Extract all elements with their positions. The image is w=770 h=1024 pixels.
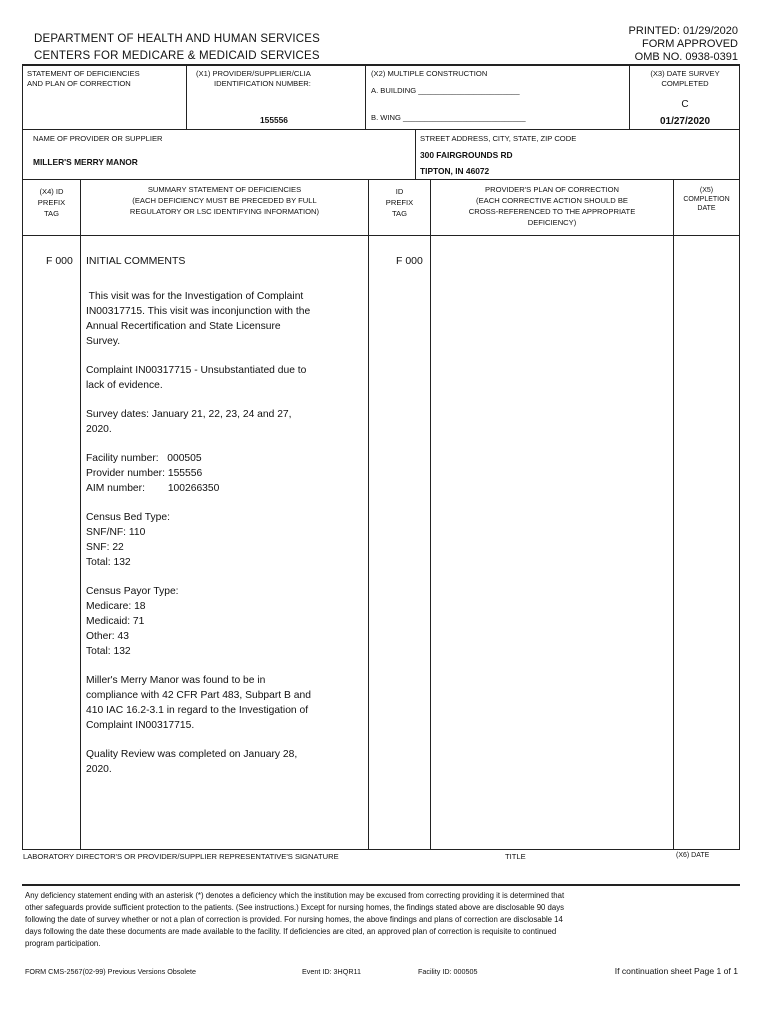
summary-line: 410 IAC 16.2-3.1 in regard to the Investigation of bbox=[86, 705, 309, 716]
summary-statement bbox=[86, 289, 364, 791]
summary-line: 2020. bbox=[86, 424, 112, 435]
signature-label: LABORATORY DIRECTOR'S OR PROVIDER/SUPPLIER REPRESENTATIVE'S SIGNATURE bbox=[23, 852, 339, 861]
x4-header-3: TAG bbox=[43, 209, 60, 218]
address-label: STREET ADDRESS, CITY, STATE, ZIP CODE bbox=[420, 134, 577, 143]
x3-label-2: COMPLETED bbox=[661, 79, 709, 88]
summary-line: Census Bed Type: bbox=[86, 512, 170, 523]
disclaimer-line: days following the date these documents are made available to the facility. If deficiencies are cited, an approved plan of correction is requisite to continued bbox=[25, 927, 557, 936]
summary-line: Census Payor Type: bbox=[86, 586, 179, 597]
summary-paragraph bbox=[86, 510, 364, 570]
col-divider-3 bbox=[430, 180, 431, 849]
facility-id: Facility ID: 000505 bbox=[418, 967, 478, 976]
summary-line: Miller's Merry Manor was found to be in bbox=[86, 675, 266, 686]
printed-date: PRINTED: 01/29/2020 bbox=[628, 25, 738, 37]
plan-header: PROVIDER'S PLAN OF CORRECTION bbox=[485, 185, 619, 194]
summary-line: Provider number: 155556 bbox=[86, 468, 203, 479]
department-title: DEPARTMENT OF HEALTH AND HUMAN SERVICES bbox=[34, 33, 320, 45]
summary-header-2: (EACH DEFICIENCY MUST BE PRECEDED BY FULL bbox=[132, 196, 317, 205]
summary-line: Annual Recertification and State Licensure bbox=[86, 321, 281, 332]
x1-label: (X1) PROVIDER/SUPPLIER/CLIA bbox=[196, 69, 311, 78]
summary-header-3: REGULATORY OR LSC IDENTIFYING INFORMATION) bbox=[129, 207, 320, 216]
summary-line: Facility number: 000505 bbox=[86, 453, 202, 464]
summary-line: AIM number: 100266350 bbox=[86, 483, 220, 494]
disclaimer-line: Any deficiency statement ending with an asterisk (*) denotes a deficiency which the institution may be excused from correcting providing it is determined that bbox=[25, 891, 565, 900]
box1-divider-1 bbox=[186, 64, 187, 130]
provider-name-label: NAME OF PROVIDER OR SUPPLIER bbox=[33, 134, 163, 143]
signature-top-border bbox=[22, 849, 740, 850]
disclaimer-line: program participation. bbox=[25, 939, 101, 948]
box1-divider-2 bbox=[365, 64, 366, 130]
date-label: (X6) DATE bbox=[676, 852, 710, 859]
disclaimer-text bbox=[25, 890, 564, 950]
provider-name-value: MILLER'S MERRY MANOR bbox=[33, 157, 138, 167]
form-number: FORM CMS-2567(02-99) Previous Versions Obsolete bbox=[25, 967, 196, 976]
summary-line: SNF/NF: 110 bbox=[86, 527, 146, 538]
page-number: If continuation sheet Page 1 of 1 bbox=[614, 966, 738, 976]
summary-line: Complaint IN00317715 - Unsubstantiated due to bbox=[86, 365, 307, 376]
entry-title: INITIAL COMMENTS bbox=[86, 255, 186, 267]
summary-line: Survey. bbox=[86, 336, 121, 347]
disclaimer-line: following the date of survey whether or not a plan of correction is provided. For nursing homes, the above findings and plans of correction are disclosable 14 bbox=[25, 915, 563, 924]
statement-label-2: AND PLAN OF CORRECTION bbox=[27, 79, 131, 88]
signature-bottom-border bbox=[22, 884, 740, 886]
plan-tag: F 000 bbox=[396, 255, 423, 267]
building-field: A. BUILDING ________________________ bbox=[371, 86, 520, 95]
summary-line: Other: 43 bbox=[86, 631, 129, 642]
left-border bbox=[22, 64, 23, 849]
plan-header-3: CROSS-REFERENCED TO THE APPROPRIATE bbox=[468, 207, 636, 216]
summary-line: compliance with 42 CFR Part 483, Subpart B and bbox=[86, 690, 311, 701]
summary-line: Complaint IN00317715. bbox=[86, 720, 195, 731]
survey-code: C bbox=[681, 99, 689, 110]
statement-label: STATEMENT OF DEFICIENCIES bbox=[27, 69, 140, 78]
summary-paragraph bbox=[86, 289, 364, 349]
omb-number: OMB NO. 0938-0391 bbox=[634, 51, 738, 63]
plan-header-4: DEFICIENCY) bbox=[527, 218, 577, 227]
summary-paragraph bbox=[86, 673, 364, 733]
summary-line: Total: 132 bbox=[86, 557, 131, 568]
id-header: ID bbox=[395, 187, 404, 196]
x5-header-3: DATE bbox=[697, 205, 716, 212]
box2-bottom-border bbox=[22, 179, 740, 180]
deficiency-tag: F 000 bbox=[46, 255, 73, 267]
x3-label: (X3) DATE SURVEY bbox=[650, 69, 720, 78]
top-border bbox=[22, 64, 740, 66]
summary-line: Survey dates: January 21, 22, 23, 24 and 27, bbox=[86, 409, 292, 420]
col-divider-1 bbox=[80, 180, 81, 849]
x2-label: (X2) MULTIPLE CONSTRUCTION bbox=[371, 69, 488, 78]
id-header-3: TAG bbox=[391, 209, 408, 218]
summary-paragraph bbox=[86, 584, 364, 659]
form-approved-label: FORM APPROVED bbox=[642, 38, 738, 50]
plan-header-2: (EACH CORRECTIVE ACTION SHOULD BE bbox=[476, 196, 628, 205]
x5-header-2: COMPLETION bbox=[683, 196, 730, 203]
summary-paragraph bbox=[86, 363, 364, 393]
summary-line: lack of evidence. bbox=[86, 380, 163, 391]
col-divider-2 bbox=[368, 180, 369, 849]
col-divider-4 bbox=[673, 180, 674, 849]
summary-line: SNF: 22 bbox=[86, 542, 124, 553]
right-border bbox=[739, 64, 740, 849]
summary-paragraph bbox=[86, 747, 364, 777]
provider-id-value: 155556 bbox=[260, 115, 288, 125]
id-header-2: PREFIX bbox=[385, 198, 414, 207]
summary-line: Total: 132 bbox=[86, 646, 131, 657]
summary-header: SUMMARY STATEMENT OF DEFICIENCIES bbox=[147, 185, 302, 194]
summary-paragraph bbox=[86, 407, 364, 437]
summary-line: IN00317715. This visit was inconjunction with the bbox=[86, 306, 311, 317]
address-city: TIPTON, IN 46072 bbox=[420, 166, 490, 176]
summary-line: Medicare: 18 bbox=[86, 601, 146, 612]
x4-header-2: PREFIX bbox=[37, 198, 66, 207]
agency-title: CENTERS FOR MEDICARE & MEDICAID SERVICES bbox=[34, 50, 320, 62]
disclaimer-line: other safeguards provide sufficient protection to the patients. (See instructions.) Except for nursing homes, the findings stated above are disclosable 90 days bbox=[25, 903, 565, 912]
survey-completed-date: 01/27/2020 bbox=[659, 116, 711, 127]
x1-label-2: IDENTIFICATION NUMBER: bbox=[214, 79, 311, 88]
x4-header: (X4) ID bbox=[39, 187, 64, 196]
address-street: 300 FAIRGROUNDS RD bbox=[420, 150, 513, 160]
box2-divider bbox=[415, 130, 416, 180]
summary-line: This visit was for the Investigation of Complaint bbox=[86, 291, 304, 302]
summary-paragraph bbox=[86, 451, 364, 496]
box1-bottom-border bbox=[22, 129, 740, 130]
summary-line: Medicaid: 71 bbox=[86, 616, 145, 627]
event-id: Event ID: 3HQR11 bbox=[302, 967, 361, 976]
column-header-bottom bbox=[22, 235, 740, 236]
x5-header: (X5) bbox=[699, 187, 714, 194]
summary-line: 2020. bbox=[86, 764, 112, 775]
title-label: TITLE bbox=[505, 852, 526, 861]
wing-field: B. WING _____________________________ bbox=[371, 113, 526, 122]
summary-line: Quality Review was completed on January 28, bbox=[86, 749, 298, 760]
